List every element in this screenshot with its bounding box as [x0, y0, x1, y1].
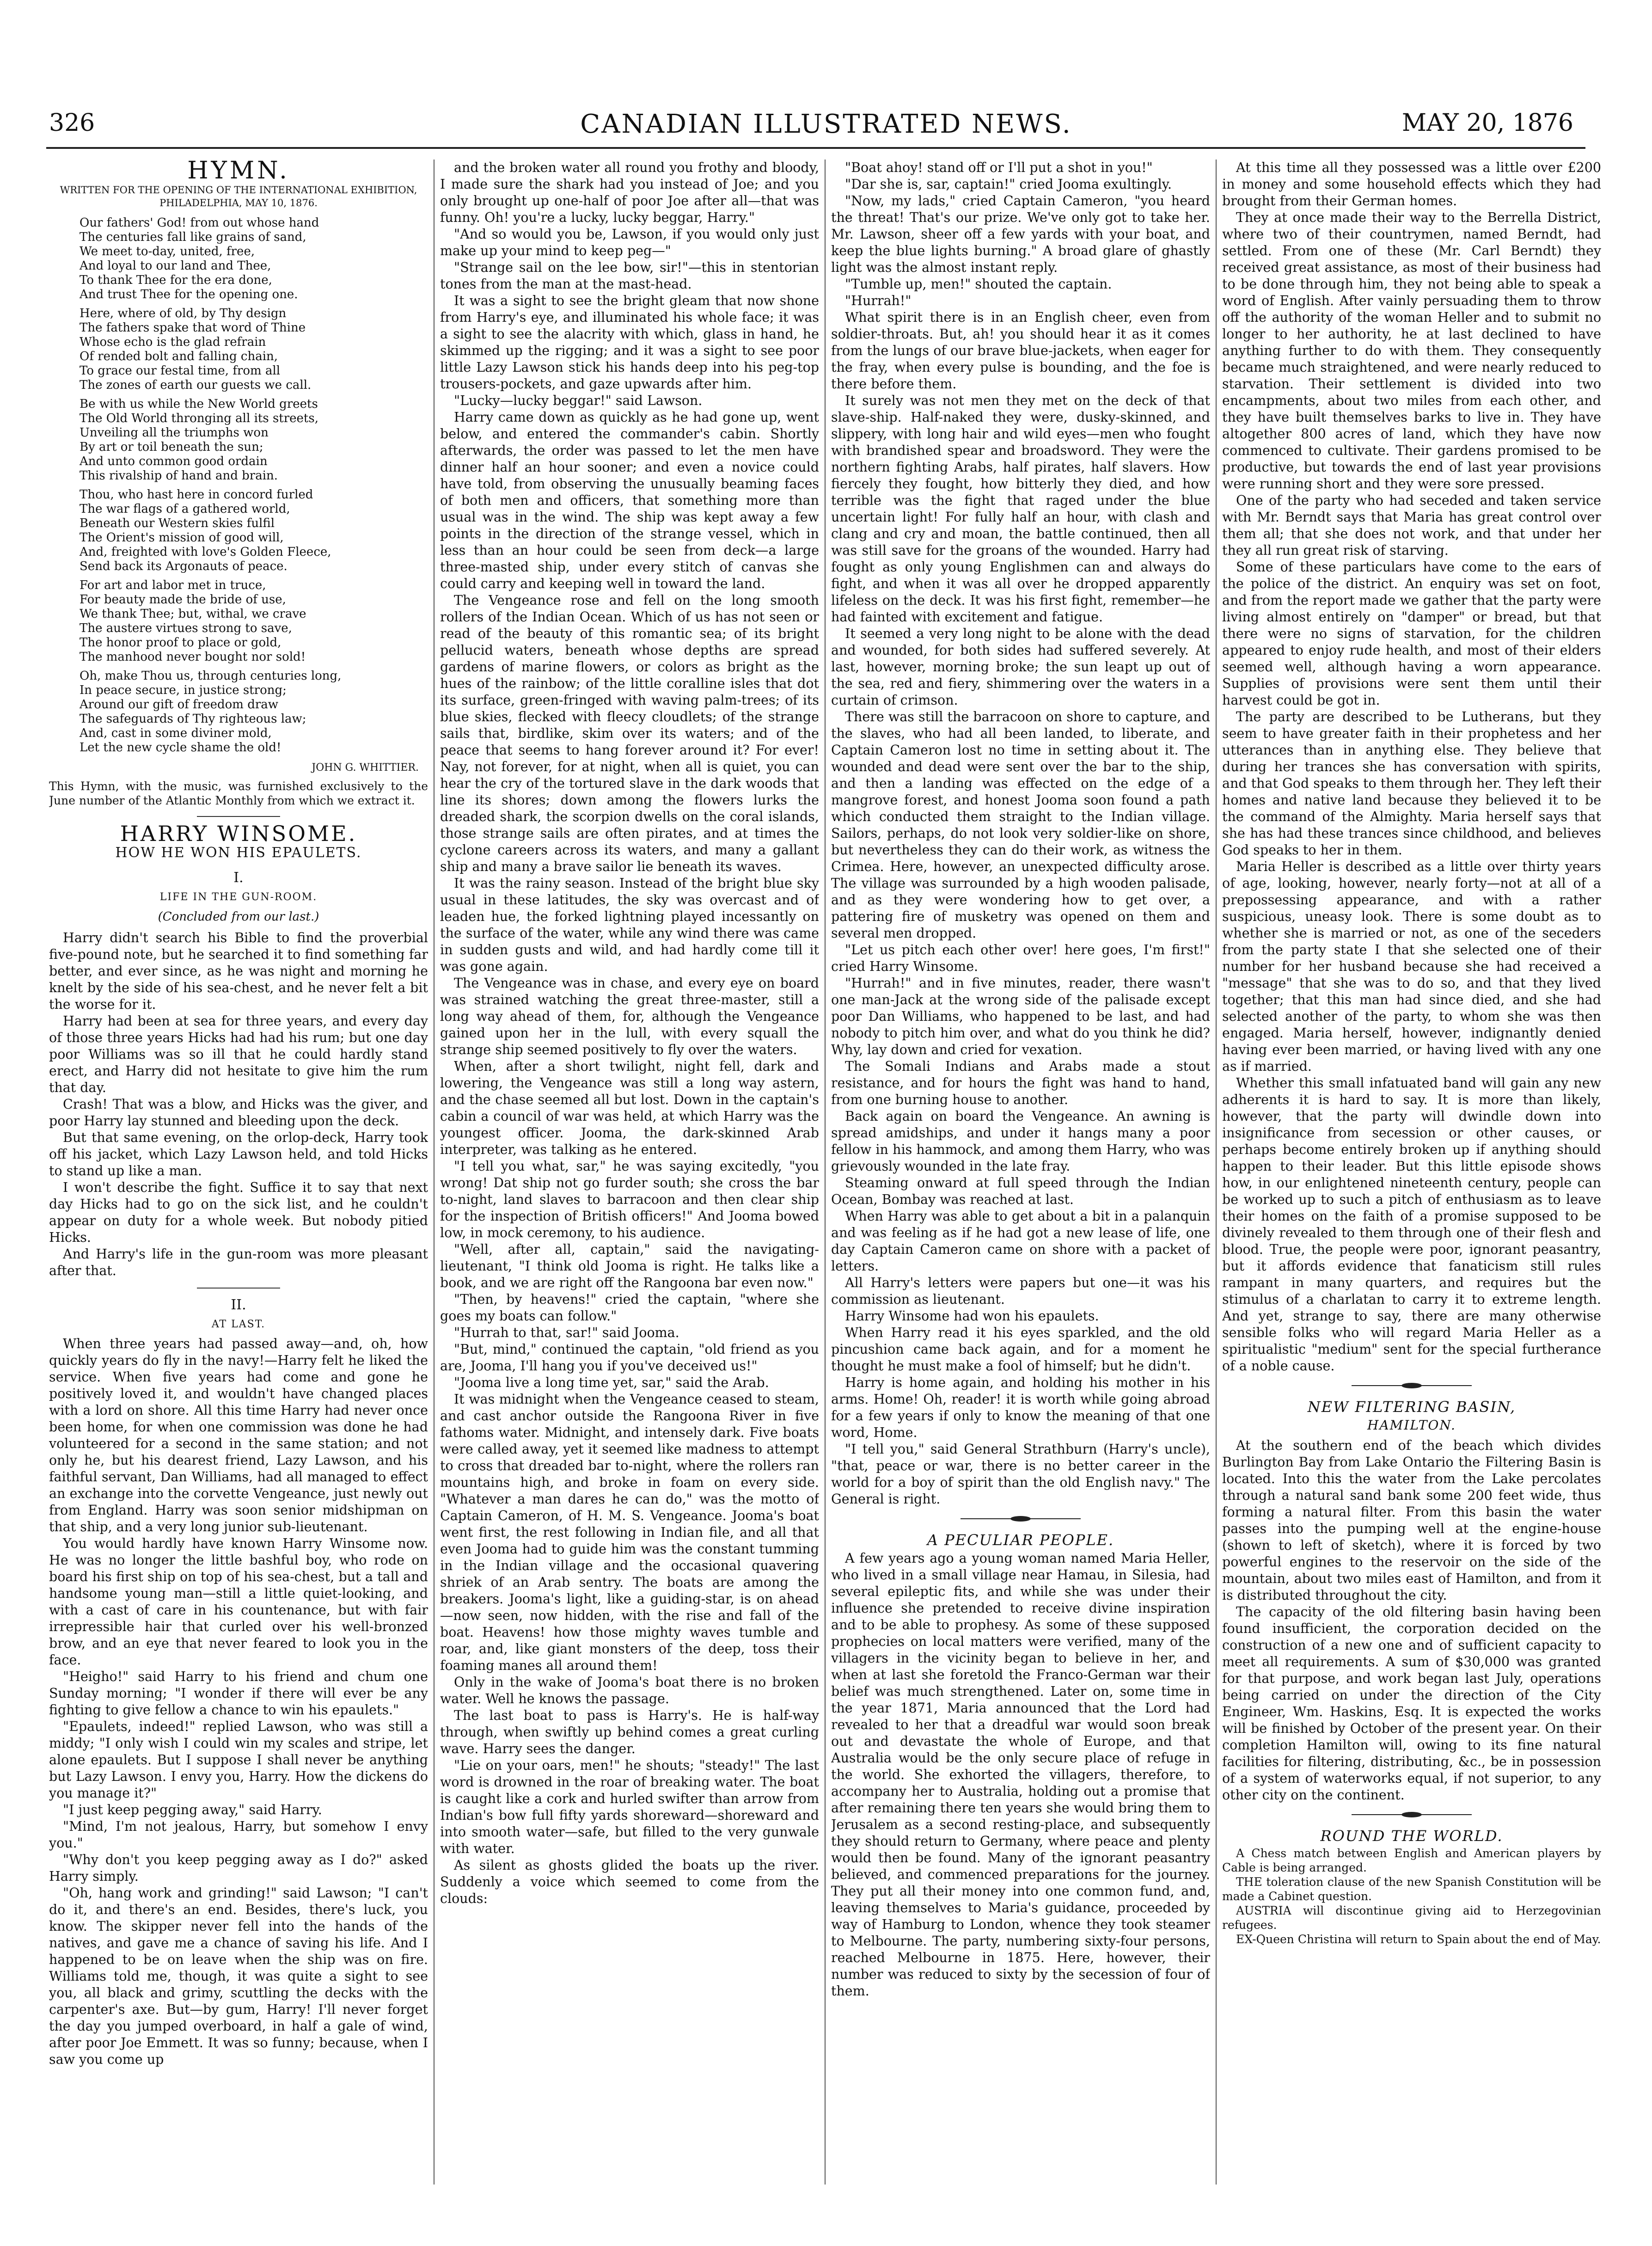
- paragraph: The capacity of the old filtering basin having been found insufficient, the corporation decided on the construction of a new one and of sufficient capacity to meet all requirements. A sum of $30,000 was granted for that purpose, and work began last July, operations being carried on under the direction of the City Engineer, Wm. Haskins, Esq. It is expected the works will be finished by October of the present year. On their completion Hamilton will, owing to its fine natural facilities for filtering, distributing, &c., be in possession of a system of waterworks equal, if not superior, to any other city on the continent.: [1222, 1604, 1601, 1803]
- paragraph: "Then, by heavens!" cried the captain, "where she goes my boats can follow.": [440, 1292, 819, 1324]
- part-2-label: AT LAST.: [211, 1319, 266, 1330]
- hymn-verse: [80, 578, 428, 664]
- paragraph: Harry didn't search his Bible to find the proverbial five-pound note, but he searched it to find something far better, and ever since, as he was night and morning he knelt by the side of his sea-chest, and he never felt a bit the worse for it.: [49, 930, 428, 1012]
- hymn-line: And unto common good ordain: [80, 454, 268, 468]
- hymn-line: And, freighted with love's Golden Fleece,: [80, 545, 331, 559]
- paragraph: "Lie on your oars, men!" he shouts; "steady!" The last word is drowned in the roar of breaking water. The boat is caught like a cork and hurled swifter than arrow from Indian's bow full fifty yards shoreward—shoreward and into smooth water—safe, but filled to the very gunwale with water.: [440, 1758, 819, 1856]
- paragraph: When, after a short twilight, night fell, dark and lowering, the Vengeance was still a long way astern, and the chase seemed all but lost. Down in the captain's cabin a council of war was held, at which Harry was the youngest officer. Jooma, the dark-skinned Arab interpreter, was talking as he entered.: [440, 1059, 819, 1157]
- header-rule: [46, 147, 1585, 149]
- paragraph: Back again on board the Vengeance. An awning is spread amidships, and under it hangs many a poor fellow in his hammock, and among them Harry, who was grievously wounded in the late fray.: [831, 1109, 1210, 1174]
- hymn-line: This rivalship of hand and brain.: [80, 469, 278, 483]
- hymn-line: The zones of earth our guests we call.: [80, 378, 312, 392]
- paragraph: The party are described to be Lutherans, but they seem to have greater faith in their prophetess and her utterances than in anything else. They believe that during her trances she has conversation with spirits, and that God speaks to them through her. They left their homes and native land because they believed it to be the command of the Almighty. Maria herself says that she has had these trances since childhood, and believes God speaks to her in them.: [1222, 709, 1601, 858]
- paragraph: "And so would you be, Lawson, if you would only just make up your mind to keep peg—": [440, 227, 819, 258]
- part-1-number: I.: [233, 870, 244, 886]
- hymn-line: We thank Thee; but, withal, we crave: [80, 607, 306, 621]
- paragraph: "I tell you what, sar," he was saying excitedly, "you wrong! Dat ship not go furder south; she cross the bar to-night, land slaves to barracoon and then clear ship for the inspection of British officers!" And Jooma bowed low, in mock ceremony, to his audience.: [440, 1159, 819, 1240]
- hymn-verse: [80, 397, 428, 483]
- paragraph: Some of these particulars have come to the ears of the police of the district. An enquiry was set on foot, and from the report made we gather that the party were living almost entirely on "damper" or bread, but that there were no signs of starvation, for the children appeared to enjoy rude health, and most of their elders seemed well, although having a worn appearance. Supplies of provisions were sent them until their harvest could be got in.: [1222, 559, 1601, 708]
- story-title: HARRY WINSOME.: [120, 821, 357, 846]
- hymn-verse: [80, 669, 428, 755]
- paragraph: Only in the wake of Jooma's boat there is no broken water. Well he knows the passage.: [440, 1675, 819, 1706]
- paragraph: "Jooma live a long time yet, sar," said the Arab.: [454, 1375, 769, 1390]
- paragraph: There was still the barracoon on shore to capture, and the slaves, who had all been landed, to liberate, and Captain Cameron lost no time in setting about it. The wounded and dead were sent over the bar to the ship, and then a landing was effected on the edge of a mangrove forest, and honest Jooma soon found a path which conducted them straight to the Indian village. Sailors, perhaps, do not look very soldier-like on shore, but nevertheless they can do their work, as witness the Crimea. Here, however, an unexpected difficulty arose. The village was surrounded by a high wooden palisade, and as they were wondering how to get over, a pattering fire of musketry was opened on them and several men dropped.: [831, 709, 1210, 941]
- concluded-note: (Concluded from our last.): [158, 910, 319, 924]
- paragraph: But that same evening, on the orlop-deck, Harry took off his jacket, which Lazy Lawson held, and told Hicks to stand up like a man.: [49, 1130, 428, 1178]
- hymn-subtitle: WRITTEN FOR THE OPENING OF THE INTERNATIONAL EXHIBITION, PHILADELPHIA, MAY 10, 1876.: [60, 184, 417, 209]
- part-1-label: LIFE IN THE GUN-ROOM.: [159, 891, 318, 903]
- paragraph: A few years ago a young woman named Maria Heller, who lived in a small village near Hamau, in Silesia, had several epileptic fits, and while she was under their influence she pretended to receive divine inspiration and to be able to prophesy. As some of these supposed prophecies on local matters were verified, many of the villagers in the vicinity began to believe in her, and when at last she foretold the Franco-German war their belief was much strengthened. Later on, some time in the year 1871, Maria announced that the Lord had revealed to her that a dreadful war would soon break out and devastate the whole of Europe, and that Australia would be the only secure place of refuge in the world. She exhorted the villagers, therefore, to accompany her to Australia, holding out a promise that after remaining there ten years she would bring them to Jerusalem as a second resting-place, and subsequently they should return to Germany, where peace and plenty would then be found. Many of the ignorant peasantry believed, and commenced preparations for the journey. They put all their money into one common fund, and, leaving themselves to Maria's guidance, proceeded by way of Hamburg to London, whence they took steamer to Melbourne. The party, numbering sixty-four persons, reached Melbourne in 1875. Here, however, their number was reduced to sixty by the secession of four of them.: [831, 1551, 1210, 1999]
- hymn-line: Unveiling all the triumphs won: [80, 426, 269, 440]
- paragraph: The Vengeance was in chase, and every eye on board was strained watching the great three-master, still a long way ahead of them, for, although the Vengeance gained upon her in the lull, with every squall the strange ship seemed positively to fly over the waters.: [440, 976, 819, 1057]
- hymn-line: Around our gift of freedom draw: [80, 698, 279, 712]
- column-divider: [1216, 160, 1217, 2185]
- paragraph: Harry is home again, and holding his mother in his arms. Home! Oh, reader! it is worth while going abroad for a few years if only to know the meaning of that one word, Home.: [831, 1375, 1210, 1440]
- paragraph: Whether this small infatuated band will gain any new adherents it is hard to say. It is more than likely, however, that the party will dwindle down into insignificance from secession or other causes, or perhaps become entirely broken up if anything should happen to their leader. But this little episode shows how, in our enlightened nineteenth century, people can be worked up to such a pitch of enthusiasm as to leave their homes on the faith of a promise supposed to be divinely revealed to them through one of their flesh and blood. True, the people were poor, ignorant peasantry, but it affords evidence that fanaticism still rules rampant in many quarters, and requires but the stimulus of a charlatan to carry it to extreme length. And yet, strange to say, there are many otherwise sensible folks who will regard Maria Heller as a spiritualistic "medium" sent for the special furtherance of a noble cause.: [1222, 1075, 1601, 1374]
- paragraph: And Harry's life in the gun-room was more pleasant after that.: [49, 1246, 428, 1278]
- filtering-basin-title: NEW FILTERING BASIN,: [1307, 1398, 1516, 1416]
- hymn-line: Oh, make Thou us, through centuries long,: [80, 669, 342, 683]
- hymn-line: The centuries fall like grains of sand,: [80, 230, 306, 244]
- paragraph: AUSTRIA will discontinue giving aid to Herzegovinian refugees.: [1222, 1904, 1601, 1932]
- hymn-verses: [49, 216, 428, 755]
- hymn-line: The manhood never bought nor sold!: [80, 650, 306, 664]
- paragraph: "Hurrah!" and in five minutes, reader, there wasn't one man-Jack at the wrong side of the palisade except poor Dan Williams, who happened to be last, and had nobody to pitch him over, and what do you think he did? Why, lay down and cried for vexation.: [831, 976, 1210, 1057]
- paragraph: "Let us pitch each other over! here goes, I'm first!" cried Harry Winsome.: [831, 942, 1210, 974]
- hymn-line: Whose echo is the glad refrain: [80, 335, 266, 349]
- hymn-title: HYMN.: [187, 160, 290, 184]
- hymn-note: This Hymn, with the music, was furnished exclusively to the June number of the Atlantic Monthly from which we extract it.: [49, 779, 428, 807]
- paragraph: "Heigho!" said Harry to his friend and chum one Sunday morning; "I wonder if there will ever be any fighting to give fellow a chance to win his epaulets.": [49, 1669, 428, 1718]
- hymn-line: And trust Thee for the opening one.: [80, 288, 298, 301]
- hymn-line: Beneath our Western skies fulfil: [80, 516, 275, 530]
- paragraph: "Hurrah to that, sar!" said Jooma.: [454, 1325, 679, 1340]
- paragraph: and the broken water all round you frothy and bloody, I made sure the shark had you instead of Joe; and you only brought up one-half of poor Joe after all—that was funny. Oh! you're a lucky, lucky beggar, Harry.": [440, 160, 819, 225]
- paragraph: One of the party who had seceded and taken service with Mr. Berndt says that Maria has great control over them all; that she does not work, and that under her they all run great risk of starving.: [1222, 493, 1601, 558]
- part-2-number: II.: [231, 1297, 246, 1313]
- paragraph: "Well, after all, captain," said the navigating-lieutenant, "I think old Jooma is right. He talks like a book, and we are right off the Rangoona bar even now.": [440, 1242, 819, 1290]
- round-the-world-items: [1222, 1846, 1601, 1946]
- paragraph: The last boat to pass is Harry's. He is half-way through, when swiftly up behind comes a great curling wave. Harry sees the danger.: [440, 1708, 819, 1756]
- paragraph: Crash! That was a blow, and Hicks was the giver, and poor Harry lay stunned and bleeding upon the deck.: [49, 1097, 428, 1129]
- paragraph: All Harry's letters were papers but one—it was his commission as lieutenant.: [831, 1275, 1210, 1307]
- hymn-verse: [80, 488, 428, 574]
- paragraph: I won't describe the fight. Suffice it to say that next day Hicks had to go on the sick list, and he couldn't appear on duty for a whole week. But nobody pitied Hicks.: [49, 1180, 428, 1245]
- hymn-line: The safeguards of Thy righteous law;: [80, 712, 306, 726]
- paragraph: It surely was not men they met on the deck of that slave-ship. Half-naked they were, dusky-skinned, and slippery, with long hair and wild eyes—men who fought with brandished spear and broadsword. They were the northern fighting Arabs, half pirates, half slavers. How fiercely they fought, how bitterly they died, and how terrible was the fight that raged under the blue uncertain light! For fully half an hour, with clash and clang and cry and moan, the battle continued, then all was still save for the groans of the wounded. Harry had fought as only young Englishmen can and always do fight, and when it was all over he dropped apparently lifeless on the deck. It was his first fight, remember—he had fainted with excitement and fatigue.: [831, 393, 1210, 625]
- hymn-line: The war flags of a gathered world,: [80, 502, 290, 516]
- column-divider: [825, 160, 826, 2185]
- hymn-signature: JOHN G. WHITTIER.: [312, 762, 419, 773]
- paragraph: At the southern end of the beach which divides Burlington Bay from Lake Ontario the Filtering Basin is located. Into this the water from the Lake percolates through a natural sand bank some 200 feet wide, thus forming a natural filter. From this basin the water passes into the pumping well at the engine-house (shown to left of sketch), where it is forced by two powerful engines to the reservoir on the side of the mountain, about two miles east of Hamilton, and from it is distributed throughout the city.: [1222, 1438, 1601, 1603]
- filtering-basin-text: [1222, 1437, 1601, 1804]
- hymn-line: For art and labor met in truce,: [80, 578, 266, 592]
- paragraph: "Strange sail on the lee bow, sir!"—this in stentorian tones from the man at the mast-head.: [440, 260, 819, 292]
- hymn-line: Send back its Argonauts of peace.: [80, 559, 288, 573]
- paragraph: Steaming onward at full speed through the Indian Ocean, Bombay was reached at last.: [831, 1175, 1210, 1207]
- paragraph: It was a sight to see the bright gleam that now shone from Harry's eye, and illuminated his whole face; it was a sight to see the alacrity with which, glass in hand, he skimmed up the rigging; and it was a sight to see poor little Lazy Lawson stick his hands deep into his peg-top trousers-pockets, and gaze upwards after him.: [440, 293, 819, 392]
- paragraph: "Why don't you keep pegging away as I do?" asked Harry simply.: [49, 1852, 428, 1884]
- hymn-line: We meet to-day, united, free,: [80, 245, 255, 258]
- hymn-line: For beauty made the bride of use,: [80, 593, 286, 607]
- paragraph: "Boat ahoy! stand off or I'll put a shot in you!": [845, 160, 1153, 175]
- paragraph: EX-Queen Christina will return to Spain about the end of May.: [1236, 1933, 1601, 1946]
- section-rule: [197, 816, 280, 817]
- page-number: 326: [49, 109, 95, 137]
- hymn-line: Thou, who hast here in concord furled: [80, 488, 313, 502]
- paragraph: Maria Heller is described as a little over thirty years of age, looking, however, nearly forty—not at all of a prepossessing appearance, and with a rather suspicious, uneasy look. There is some doubt as to whether she is married or not, as one of the seceders from the party state I that she selected one of their number for her husband because she had received a "message" that she was to do so, and that they lived together; that this man had since died, and she had selected another of the party, to whom she was then engaged. Maria herself, however, indignantly denied having ever been married, or having lived with any one as if married.: [1222, 859, 1601, 1074]
- paragraph: "Lucky—lucky beggar!" said Lawson.: [454, 393, 703, 408]
- ornamental-rule: [961, 1515, 1081, 1522]
- paragraph: The Somali Indians and Arabs made a stout resistance, and for hours the fight was hand to hand, from one burning house to another.: [831, 1059, 1210, 1107]
- paragraph: "Mind, I'm not jealous, Harry, but somehow I envy you.": [49, 1819, 428, 1851]
- paragraph: "Epaulets, indeed!" replied Lawson, who was still a middy; "I only wish I could win my scales and stripe, let alone epaulets. But I suppose I shall never be anything but Lazy Lawson. I envy you, Harry. How the dickens do you manage it?": [49, 1719, 428, 1801]
- paragraph: "Now, my lads," cried Captain Cameron, "you heard the threat! That's our prize. We've only got to take her. Mr. Lawson, sheer off a few yards with your boat, and keep the blue lights burning." A broad glare of ghastly light was the almost instant reply.: [831, 193, 1210, 275]
- paragraph: It was midnight when the Vengeance ceased to steam, and cast anchor outside the Rangoona River in five fathoms water. Midnight, and intensely dark. Five boats were called away, yet it seemed like madness to attempt to cross that dreaded bar to-night, where the rollers ran mountains high, and broke in foam on every side. "Whatever a man dares he can do," was the motto of Captain Cameron, of H. M. S. Vengeance. Jooma's boat went first, the rest following in Indian file, and all that even Jooma had to guide him was the constant tumming in the Indian village and the occasional quavering shriek of an Arab sentry. The boats are among the breakers. Jooma's light, like a guiding-star, is on ahead—now seen, now hidden, with the rise and fall of the boat. Heavens! how those mighty waves tumble and roar, and, like giant monsters of the deep, toss their foaming manes all around them!: [440, 1392, 819, 1673]
- hymn-line: And loyal to our land and Thee,: [80, 259, 271, 273]
- paragraph: "But, mind," continued the captain, "old friend as you are, Jooma, I'll hang you if you've deceived us!": [440, 1342, 819, 1374]
- hymn-line: Be with us while the New World greets: [80, 397, 318, 411]
- paragraph: It was the rainy season. Instead of the bright blue sky usual in these latitudes, the sky was overcast and of leaden hue, the forked lightning played incessantly on the surface of the water, while any wind there was came in sudden gusts and wild, and had hardly come till it was gone again.: [440, 876, 819, 974]
- column-3: [831, 160, 1210, 2185]
- hymn-line: The honor proof to place or gold,: [80, 636, 281, 650]
- hymn-line: The Orient's mission of good will,: [80, 531, 284, 545]
- paragraph: As silent as ghosts glided the boats up the river. Suddenly a voice which seemed to come from the clouds:: [440, 1858, 819, 1906]
- paragraph: What spirit there is in an English cheer, even from soldier-throats. But, ah! you should hear it as it comes from the lungs of our brave blue-jackets, when eager for the fray, when every pulse is bounding, and the foe is there before them.: [831, 310, 1210, 392]
- column-2: [440, 160, 819, 2185]
- paragraph: THE toleration clause of the new Spanish Constitution will be made a Cabinet question.: [1222, 1875, 1601, 1903]
- paragraph: When Harry read it his eyes sparkled, and the old pincushion came back again, and for a moment he thought he must make a fool of himself; but he didn't.: [831, 1325, 1210, 1374]
- part-2-text: [49, 1336, 428, 2068]
- paragraph: Harry had been at sea for three years, and every day of those three years Hicks had had his rum; but one day poor Williams was so ill that he could hardly stand erect, and Harry did not hesitate to give him the rum that day.: [49, 1013, 428, 1095]
- part-1-text: [49, 930, 428, 1279]
- hymn-line: The austere virtues strong to save,: [80, 621, 292, 635]
- column-1: [49, 160, 428, 2185]
- section-rule: [197, 1288, 280, 1289]
- hymn-line: Our fathers' God! from out whose hand: [80, 216, 319, 230]
- hymn-line: The fathers spake that word of Thine: [80, 321, 306, 335]
- story-conclusion-text: [831, 160, 1210, 1508]
- story-continued-text: [440, 160, 819, 1907]
- paragraph: "Tumble up, men!" shouted the captain.: [845, 276, 1112, 292]
- peculiar-people-title: A PECULIAR PEOPLE.: [927, 1531, 1114, 1549]
- paragraph: "I just keep pegging away," said Harry.: [63, 1802, 322, 1817]
- paragraph: A Chess match between English and American players by Cable is being arranged.: [1222, 1847, 1601, 1874]
- masthead: CANADIAN ILLUSTRATED NEWS.: [580, 109, 1072, 139]
- page-header: [0, 109, 1652, 151]
- hymn-line: Of rended bolt and falling chain,: [80, 350, 278, 363]
- hymn-line: The Old World thronging all its streets,: [80, 411, 318, 425]
- paragraph: "Hurrah!": [845, 293, 912, 308]
- paragraph: You would hardly have known Harry Winsome now. He was no longer the little bashful boy, who rode on board his first ship on top of his sea-chest, but a tall and handsome young man—still a little quiet-looking, and with a cast of care in his countenance, but with fair irrepressible hair that curled over his well-bronzed brow, and an eye that never feared to look you in the face.: [49, 1536, 428, 1668]
- hymn-verse: [80, 216, 428, 302]
- hymn-line: Let the new cycle shame the old!: [80, 741, 281, 755]
- paragraph: When Harry was able to get about a bit in a palanquin and was feeling as if he had got a new lease of life, one day Captain Cameron came on shore with a packet of letters.: [831, 1209, 1210, 1274]
- paragraph: "I tell you," said General Strathburn (Harry's uncle), "that, peace or war, there is no better career in the world for a boy of spirit than the old English navy." The General is right.: [831, 1442, 1210, 1507]
- peculiar-people-text: [831, 1550, 1210, 2000]
- hymn-verse: [80, 307, 428, 393]
- ornamental-rule: [1352, 1811, 1472, 1818]
- hymn-line: Here, where of old, by Thy design: [80, 307, 287, 320]
- paragraph: At this time all they possessed was a little over £200 in money and some household effects which they had brought from their German homes.: [1222, 160, 1601, 209]
- issue-date: MAY 20, 1876: [1401, 109, 1573, 137]
- paragraph: It seemed a very long night to be alone with the dead and wounded, for both sides had suffered severely. At last, however, morning broke; the sun leapt up out of the sea, red and fiery, shimmering over the waters in a curtain of crimson.: [831, 626, 1210, 708]
- hymn-line: To thank Thee for the era done,: [80, 273, 272, 287]
- story-subtitle: HOW HE WON HIS EPAULETS.: [115, 845, 362, 861]
- paragraph: When three years had passed away—and, oh, how quickly years do fly in the navy!—Harry felt he liked the service. When five years had come and gone he positively loved it, and wouldn't have changed places with a lord on shore. All this time Harry had never once been home, for when one commission was done he had volunteered for a second in the same station; and not only he, but his dearest friend, Lazy Lawson, and his faithful servant, Dan Williams, had all managed to effect an exchange into the corvette Vengeance, just newly out from England. Harry was soon senior midshipman on that ship, and a very long junior sub-lieutenant.: [49, 1336, 428, 1534]
- hymn-line: And, cast in some diviner mold,: [80, 726, 272, 740]
- peculiar-people-continued: [1222, 160, 1601, 1375]
- column-4: [1222, 160, 1601, 2185]
- paragraph: Harry Winsome had won his epaulets.: [845, 1308, 1099, 1324]
- paragraph: "Oh, hang work and grinding!" said Lawson; "I can't do it, and there's an end. Besides, there's luck, you know. The skipper never fell into the hands of the natives, and gave me a chance of saving his life. And I happened to be on leave when the ship was on fire. Williams told me, though, it was quite a sight to see you, all black and grimy, scuttling the decks with the carpenter's axe. But—by gum, Harry! I'll never forget the day you jumped overboard, in half a gale of wind, after poor Joe Emmett. It was so funny; because, when I saw you come up: [49, 1885, 428, 2067]
- paragraph: They at once made their way to the Berrella District, where two of their countrymen, named Berndt, had settled. From one of these (Mr. Carl Berndt) they received great assistance, as most of their business had to be done through him, they not being able to speak a word of English. After vainly persuading them to throw off the authority of the woman Heller and to submit no longer to her authority, he at last declined to have anything further to do with them. They consequently became much straightened, and were nearly reduced to starvation. Their settlement is divided into two encampments, about two miles from each other, and they have built themselves barks to live in. They have altogether 800 acres of land, which they have now commenced to cultivate. Their gardens promised to be productive, but towards the end of last year provisions were running short and they were sore pressed.: [1222, 210, 1601, 491]
- paragraph: The Vengeance rose and fell on the long smooth rollers of the Indian Ocean. Which of us has not seen or read of the beauty of this romantic sea; of its bright pellucid waters, beneath whose depths are spread gardens of marine flowers, or colors as bright as the hues of the rainbow; of the little coralline isles that dot its surface, green-fringed with waving palm-trees; of its blue skies, flecked with fleecy cloudlets; of the strange sails that, birdlike, skim over its waters; and of the peace that seems to hang forever around it? For ever! Nay, not forever, for at night, when all is quiet, you can hear the cry of the tortured slave in the dark woods that line its shores; down among the flowers lurks the dreaded shark, the scorpion dwells on the coral islands, those strange sails are often pirates, and at times the cyclone careers across its waters, and many a gallant ship and many a brave sailor lie beneath its waves.: [440, 593, 819, 874]
- hymn-line: In peace secure, in justice strong;: [80, 683, 287, 697]
- filtering-basin-subtitle: HAMILTON.: [1367, 1418, 1456, 1433]
- paragraph: Harry came down as quickly as he had gone up, went below, and entered the commander's cabin. Shortly afterwards, the order was passed to let the men have dinner half an hour sooner; and even a novice could have told, from observing the unusually beaming faces of both men and officers, that something more than usual was in the wind. The ship was kept away a few points in the direction of the strange vessel, which in less than an hour could be seen from deck—a large three-masted ship, under every stitch of canvas she could carry and keeping well in toward the land.: [440, 410, 819, 591]
- hymn-line: To grace our festal time, from all: [80, 364, 281, 378]
- hymn-line: By art or toil beneath the sun;: [80, 440, 263, 454]
- round-the-world-title: ROUND THE WORLD.: [1320, 1827, 1503, 1845]
- paragraph: "Dar she is, sar, captain!" cried Jooma exultingly.: [845, 177, 1172, 192]
- ornamental-rule: [1352, 1382, 1472, 1389]
